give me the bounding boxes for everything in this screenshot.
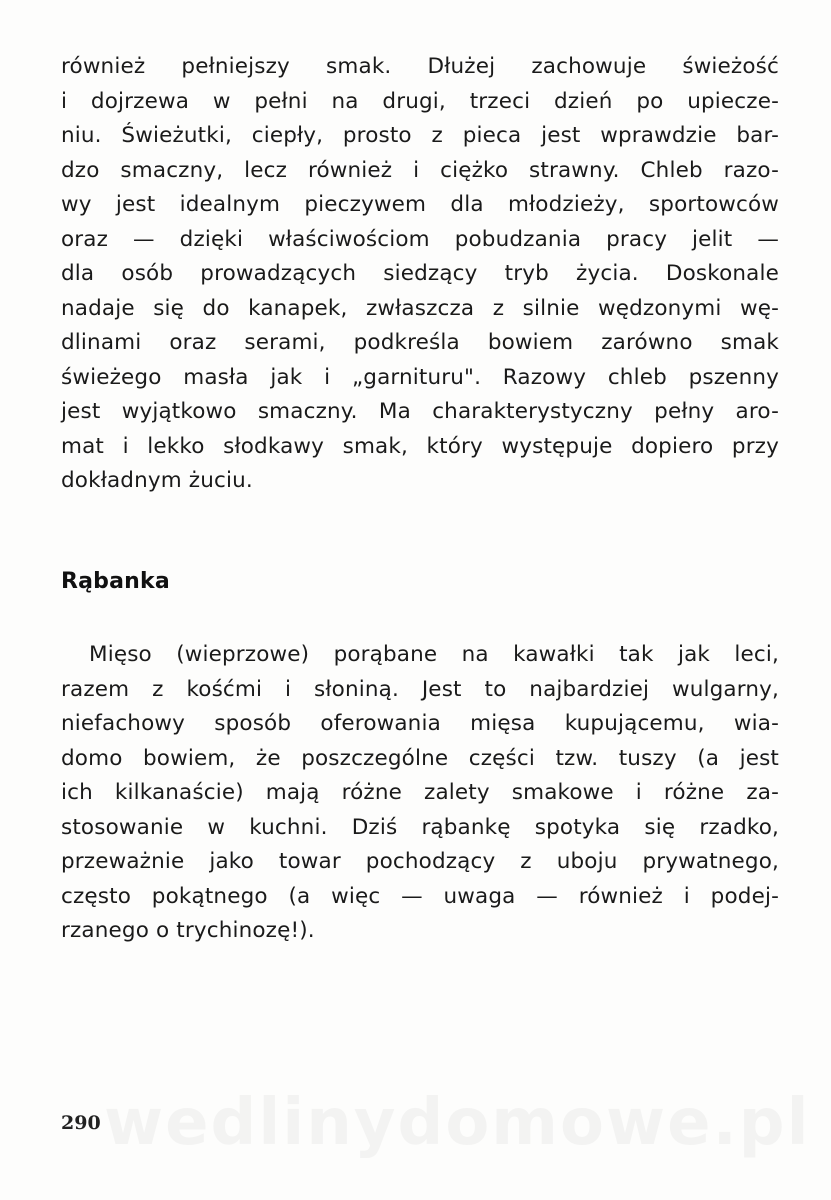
text-line: niefachowy sposób oferowania mięsa kupującemu, wia- bbox=[61, 711, 779, 736]
text-line: również pełniejszy smak. Dłużej zachowuje świeżość bbox=[61, 54, 779, 79]
text-line: rzanego o trychinozę!). bbox=[61, 918, 315, 943]
text-line: dokładnym żuciu. bbox=[61, 468, 253, 493]
text-line: oraz — dzięki właściwościom pobudzania pracy jelit — bbox=[61, 226, 779, 252]
paragraph-bread bbox=[61, 50, 779, 499]
text-line: nadaje się do kanapek, zwłaszcza z silnie wędzonymi wę- bbox=[61, 295, 779, 321]
text-line: niu. Świeżutki, ciepły, prosto z pieca jest wprawdzie bar- bbox=[61, 123, 779, 148]
text-line: dla osób prowadzących siedzący tryb życia. Doskonale bbox=[61, 261, 779, 286]
paragraph-rabanka bbox=[61, 638, 779, 949]
text-line: ich kilkanaście) mają różne zalety smakowe i różne za- bbox=[61, 780, 779, 805]
text-line: Mięso (wieprzowe) porąbane na kawałki tak jak leci, bbox=[89, 642, 779, 667]
text-line: często pokątnego (a więc — uwaga — również i podej- bbox=[61, 883, 779, 909]
text-line: wy jest idealnym pieczywem dla młodzieży, sportowców bbox=[61, 192, 779, 217]
text-line: razem z kośćmi i słoniną. Jest to najbardziej wulgarny, bbox=[61, 676, 779, 702]
text-line: dlinami oraz serami, podkreśla bowiem zarówno smak bbox=[61, 330, 779, 355]
text-line: domo bowiem, że poszczególne części tzw. tuszy (a jest bbox=[61, 745, 779, 771]
text-line: dzo smaczny, lecz również i ciężko strawny. Chleb razo- bbox=[61, 157, 779, 183]
text-line: stosowanie w kuchni. Dziś rąbankę spotyka się rzadko, bbox=[61, 814, 779, 840]
text-line: i dojrzewa w pełni na drugi, trzeci dzień po upiecze- bbox=[61, 88, 779, 114]
text-line: mat i lekko słodkawy smak, który występuje dopiero przy bbox=[61, 433, 779, 459]
text-line: świeżego masła jak i „garnituru". Razowy chleb pszenny bbox=[61, 364, 779, 390]
text-line: jest wyjątkowo smaczny. Ma charakterystyczny pełny aro- bbox=[61, 399, 779, 424]
text-line: przeważnie jako towar pochodzący z uboju prywatnego, bbox=[61, 849, 779, 874]
watermark: wedlinydomowe.pl bbox=[104, 1086, 811, 1160]
page-number: 290 bbox=[61, 1112, 101, 1134]
section-heading: Rąbanka bbox=[61, 569, 170, 594]
